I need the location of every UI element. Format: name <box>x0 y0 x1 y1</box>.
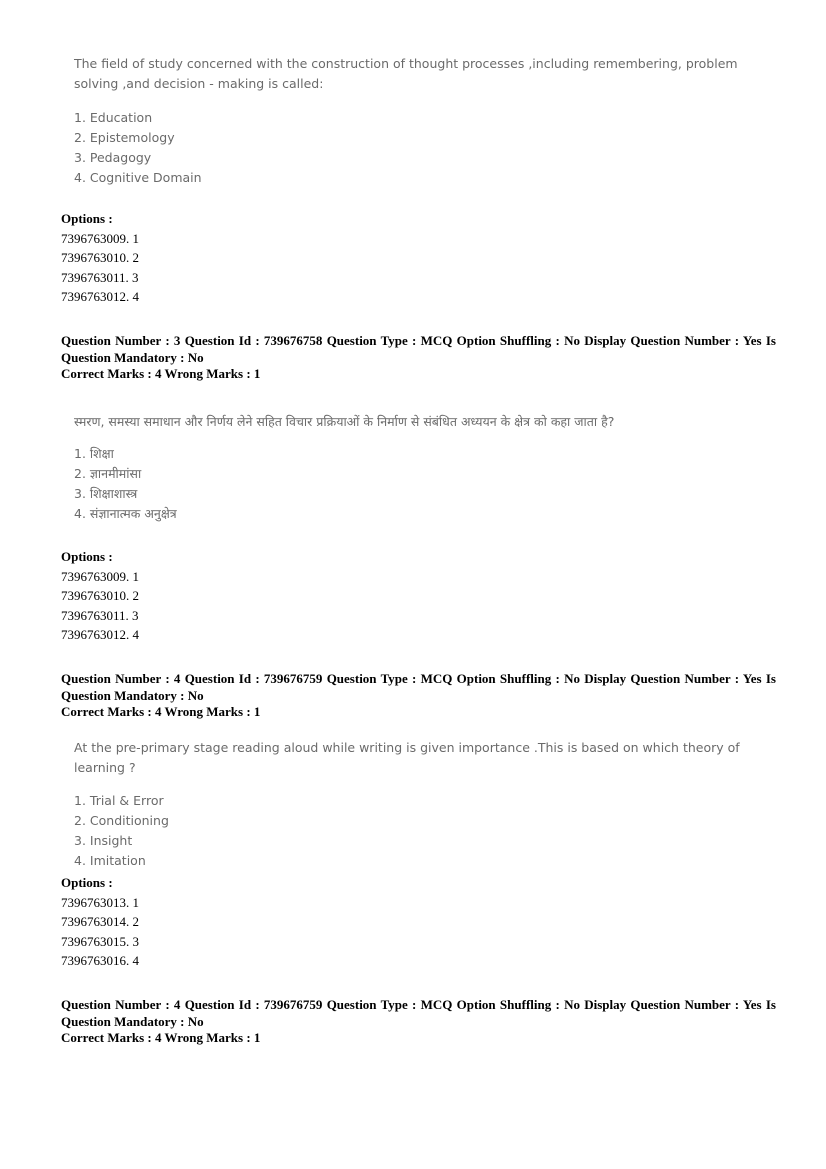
question-meta <box>61 333 776 383</box>
choice-item: 3. Insight <box>74 833 133 848</box>
question-image-english-1 <box>74 54 779 188</box>
option-row: 7396763012. 4 <box>61 627 139 642</box>
question-text: The field of study concerned with the construction of thought processes ,including remembering, problem solving ,and decision - making is called: <box>74 56 738 91</box>
options-label: Options : <box>61 211 113 226</box>
choice-item: 4. संज्ञानात्मक अनुक्षेत्र <box>74 506 177 521</box>
choice-item: 1. Education <box>74 110 153 125</box>
options-section <box>61 209 139 307</box>
choice-list <box>74 108 779 188</box>
choice-item: 2. Epistemology <box>74 130 175 145</box>
question-meta <box>61 997 776 1047</box>
option-row: 7396763010. 2 <box>61 588 139 603</box>
question-mandatory: Question Mandatory : No <box>61 687 204 703</box>
option-row: 7396763011. 3 <box>61 269 139 285</box>
choice-list <box>74 791 784 871</box>
choice-item: 1. शिक्षा <box>74 446 114 461</box>
question-marks: Correct Marks : 4 Wrong Marks : 1 <box>61 1030 261 1045</box>
choice-item: 3. Pedagogy <box>74 150 152 165</box>
question-meta-line: Question Number : 3 Question Id : 739676758 Question Type : MCQ Option Shuffling : No Display Question Number : Yes Is <box>61 333 776 348</box>
choice-item: 2. ज्ञानमीमांसा <box>74 466 142 481</box>
choice-item: 3. शिक्षाशास्त्र <box>74 486 138 501</box>
option-row: 7396763012. 4 <box>61 289 139 304</box>
question-text: स्मरण, समस्या समाधान और निर्णय लेने सहित विचार प्रक्रियाओं के निर्माण से संबंधित अध्ययन के क्षेत्र को कहा जाता है? <box>74 414 615 429</box>
choice-list <box>74 444 784 524</box>
question-mandatory: Question Mandatory : No <box>61 349 204 365</box>
option-row: 7396763009. 1 <box>61 230 139 246</box>
option-row: 7396763014. 2 <box>61 914 139 929</box>
question-text: At the pre-primary stage reading aloud while writing is given importance .This is based on which theory of learning ? <box>74 740 740 775</box>
question-meta-line: Question Number : 4 Question Id : 739676759 Question Type : MCQ Option Shuffling : No Display Question Number : Yes Is <box>61 997 776 1012</box>
option-row: 7396763015. 3 <box>61 933 139 949</box>
choice-item: 1. Trial & Error <box>74 793 164 808</box>
question-mandatory: Question Mandatory : No <box>61 1013 204 1029</box>
option-row: 7396763013. 1 <box>61 894 139 910</box>
question-meta-line: Question Number : 4 Question Id : 739676759 Question Type : MCQ Option Shuffling : No Display Question Number : Yes Is <box>61 671 776 686</box>
question-marks: Correct Marks : 4 Wrong Marks : 1 <box>61 704 261 719</box>
choice-item: 4. Imitation <box>74 853 146 868</box>
question-image-english-2 <box>74 738 784 871</box>
choice-item: 2. Conditioning <box>74 813 169 828</box>
option-row: 7396763010. 2 <box>61 250 139 265</box>
question-marks: Correct Marks : 4 Wrong Marks : 1 <box>61 366 261 381</box>
options-section <box>61 547 139 645</box>
option-row: 7396763016. 4 <box>61 953 139 968</box>
option-row: 7396763011. 3 <box>61 607 139 623</box>
options-label: Options : <box>61 549 113 564</box>
choice-item: 4. Cognitive Domain <box>74 170 202 185</box>
question-image-hindi <box>74 412 784 524</box>
options-section <box>61 873 139 971</box>
options-label: Options : <box>61 875 113 890</box>
option-row: 7396763009. 1 <box>61 568 139 584</box>
question-meta <box>61 671 776 721</box>
